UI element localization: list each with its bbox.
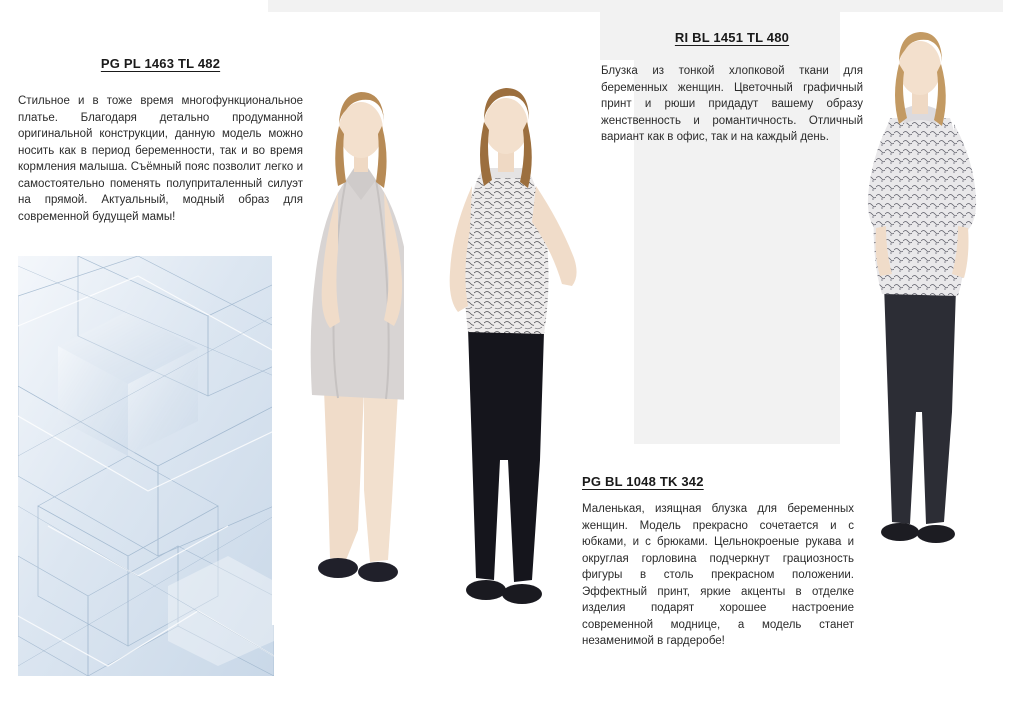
product-code-blouse-pg: PG BL 1048 TK 342 <box>582 474 704 489</box>
product-block-blouse-pg <box>582 474 854 661</box>
product-block-blouse-ri <box>601 30 863 157</box>
photo-model-blouse <box>840 12 1005 564</box>
product-block-dress <box>18 56 303 237</box>
top-background-strip <box>268 0 1003 12</box>
product-description-blouse-ri: Блузка из тонкой хлопковой ткани для беременных женщин. Цветочный графичный принт и рюши придадут вашему образу женственность и романтичность. Отличный вариант как в офис, так и на каждый день. <box>601 65 863 143</box>
product-description-dress: Стильное и в тоже время многофункциональное платье. Благодаря детально продуманной оригинальной конструкции, данную модель можно носить как в период беременности, так и во время кормления малыша. Съёмный пояс позволит легко и самостоятельно поменять полуприталенный силуэт на прямой. Актуальный, модный образ для современной будущей мамы! <box>18 95 303 223</box>
product-code-blouse-ri: RI BL 1451 TL 480 <box>674 30 790 45</box>
geometric-pattern-image <box>18 256 274 676</box>
product-description-blouse-pg: Маленькая, изящная блузка для беременных женщин. Модель прекрасно сочетается и с юбками, и с брюками. Цельнокроеные рукава и округлая горловина подчеркнут грациозность фигуры в столь прекрасном положении. Эффектный принт, яркие акценты в отделке изделия подарят хорошее настроение современной моднице, а модель станет незаменимой в гардеробе! <box>582 503 854 647</box>
product-code-dress: PG PL 1463 TL 482 <box>100 56 221 71</box>
